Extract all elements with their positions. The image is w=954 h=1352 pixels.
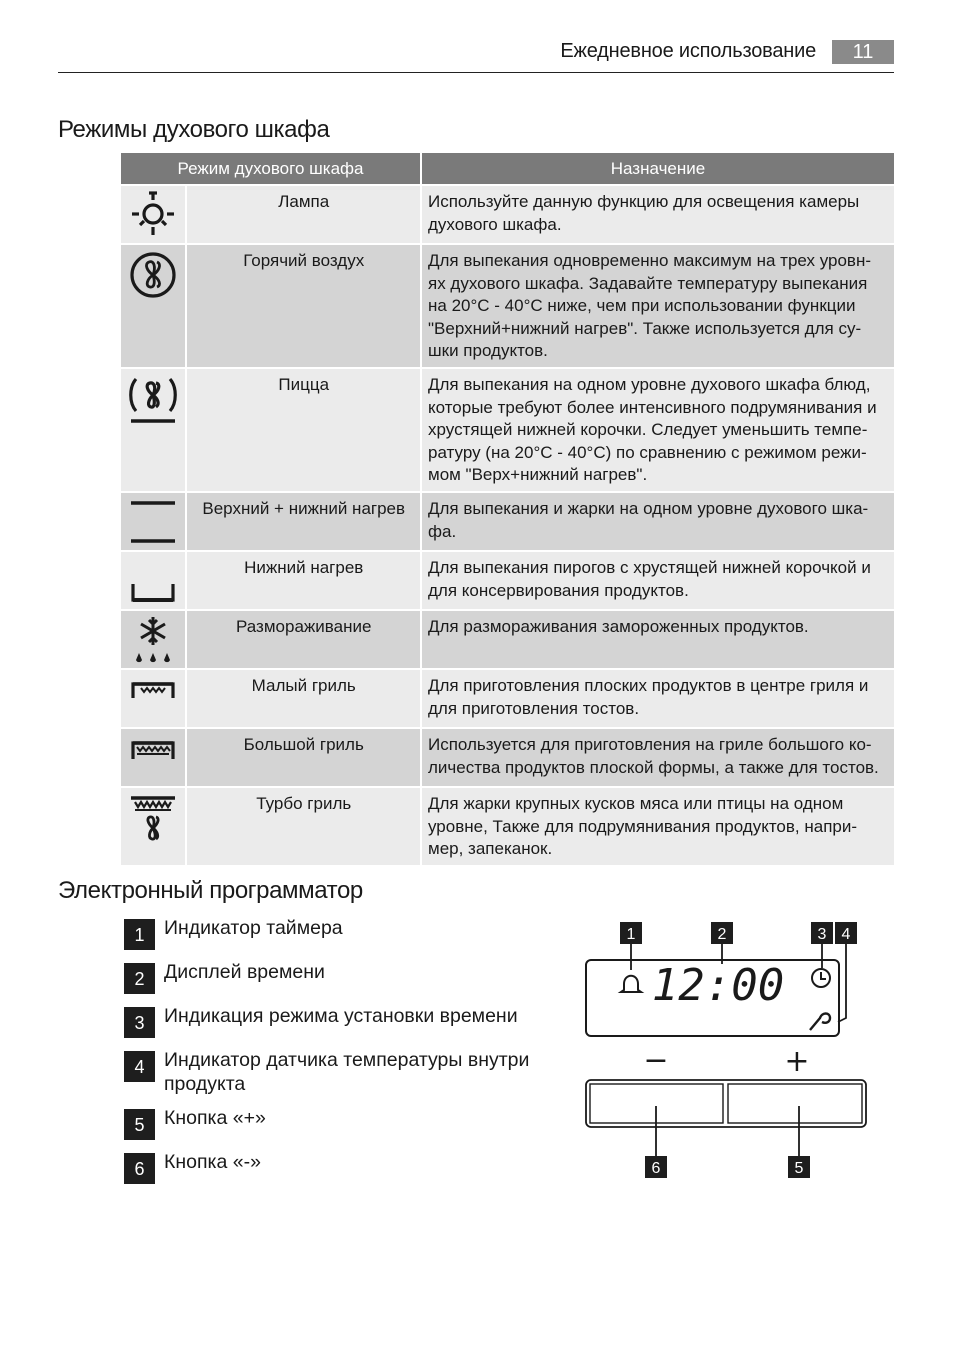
column-header-purpose: Назначение — [422, 153, 894, 184]
legend-item — [124, 1004, 544, 1038]
svg-text:2: 2 — [717, 926, 727, 943]
plus-symbol: + — [784, 1044, 810, 1079]
mode-name: Пицца — [187, 367, 422, 491]
table-row — [121, 727, 894, 786]
mode-name: Горячий воздух — [187, 243, 422, 367]
section-title-oven-modes: Режимы духового шкафа — [58, 116, 330, 143]
mode-description: Для приготовления плоских продуктов в центре гриля и для приготовления тостов. — [422, 668, 894, 727]
page-header — [58, 38, 894, 73]
legend-item — [124, 1150, 544, 1184]
section-title-programmer: Электронный программатор — [58, 877, 363, 904]
large-grill-icon — [121, 727, 187, 786]
callout-1 — [620, 922, 642, 944]
mode-name: Размораживание — [187, 609, 422, 668]
turbo-grill-icon — [121, 786, 187, 865]
table-row — [121, 491, 894, 550]
table-header-row — [121, 153, 894, 184]
fan-icon — [121, 243, 187, 367]
legend-number: 5 — [124, 1109, 155, 1140]
mode-name: Малый гриль — [187, 668, 422, 727]
legend-number: 2 — [124, 963, 155, 994]
mode-name: Лампа — [187, 184, 422, 243]
defrost-icon — [121, 609, 187, 668]
legend-text: Индикация режима установки времени — [164, 1005, 518, 1027]
mode-description: Для выпекания и жарки на одном уровне духового шка-фа. — [422, 491, 894, 550]
plus-button[interactable] — [728, 1084, 862, 1123]
legend-number: 6 — [124, 1153, 155, 1184]
table-row — [121, 609, 894, 668]
svg-text:1: 1 — [626, 926, 636, 943]
programmer-legend — [124, 916, 544, 1194]
table-row — [121, 243, 894, 367]
legend-text: Дисплей времени — [164, 961, 325, 983]
bell-icon — [621, 976, 641, 992]
mode-description: Используйте данную функцию для освещения камеры духового шкафа. — [422, 184, 894, 243]
table-row — [121, 550, 894, 609]
callout-4 — [835, 922, 857, 944]
legend-text: Кнопка «+» — [164, 1107, 266, 1129]
time-display: 12:00 — [651, 960, 785, 1011]
top-bottom-heat-icon — [121, 491, 187, 550]
clock-icon — [812, 969, 830, 987]
svg-text:3: 3 — [817, 926, 827, 943]
oven-modes-table — [121, 153, 894, 865]
callout-5 — [788, 1156, 810, 1178]
column-header-mode: Режим духового шкафа — [121, 153, 422, 184]
legend-item — [124, 1048, 544, 1096]
mode-name: Верхний + нижний нагрев — [187, 491, 422, 550]
meat-probe-icon — [810, 1014, 830, 1031]
mode-name: Нижний нагрев — [187, 550, 422, 609]
programmer-diagram — [580, 918, 880, 1183]
minus-symbol: − — [643, 1043, 669, 1078]
svg-text:5: 5 — [794, 1160, 804, 1177]
legend-number: 3 — [124, 1007, 155, 1038]
header-title: Ежедневное использование — [560, 40, 816, 62]
mode-name: Турбо гриль — [187, 786, 422, 865]
callout-2 — [711, 922, 733, 944]
legend-item — [124, 1106, 544, 1140]
mode-name: Большой гриль — [187, 727, 422, 786]
legend-text: Кнопка «-» — [164, 1151, 261, 1173]
mode-description: Используется для приготовления на гриле большого ко-личества продуктов плоской формы, а также для тостов. — [422, 727, 894, 786]
svg-text:4: 4 — [841, 926, 851, 943]
legend-text: Индикатор датчика температуры внутри продукта — [164, 1049, 530, 1095]
callout-6 — [645, 1156, 667, 1178]
table-row — [121, 786, 894, 865]
legend-number: 1 — [124, 919, 155, 950]
mode-description: Для жарки крупных кусков мяса или птицы на одном уровне, Также для подрумянивания продуктов, напри-мер, запеканок. — [422, 786, 894, 865]
table-row — [121, 184, 894, 243]
pizza-fan-icon — [121, 367, 187, 491]
legend-item — [124, 960, 544, 994]
mode-description: Для выпекания одновременно максимум на трех уровн-ях духового шкафа. Задавайте температуру выпекания на 20°C - 40°C ниже, чем при использовании функции "Верхний+нижний нагрев". Также используется для су-шки продуктов. — [422, 243, 894, 367]
callout-3 — [811, 922, 833, 944]
bottom-heat-icon — [121, 550, 187, 609]
mode-description: Для размораживания замороженных продуктов. — [422, 609, 894, 668]
legend-number: 4 — [124, 1051, 155, 1082]
mode-description: Для выпекания пирогов с хрустящей нижней корочкой и для консервирования продуктов. — [422, 550, 894, 609]
table-row — [121, 367, 894, 491]
legend-item — [124, 916, 544, 950]
svg-text:6: 6 — [651, 1160, 661, 1177]
legend-text: Индикатор таймера — [164, 917, 343, 939]
page-number: 11 — [832, 40, 894, 64]
small-grill-icon — [121, 668, 187, 727]
lamp-icon — [121, 184, 187, 243]
table-row — [121, 668, 894, 727]
mode-description: Для выпекания на одном уровне духового шкафа блюд, которые требуют более интенсивного подрумянивания и хрустящей нижней корочки. Следует уменьшить темпе-ратуру (на 20°C - 40°C) по сравнению с режимом режи-мом "Верх+нижний нагрев". — [422, 367, 894, 491]
